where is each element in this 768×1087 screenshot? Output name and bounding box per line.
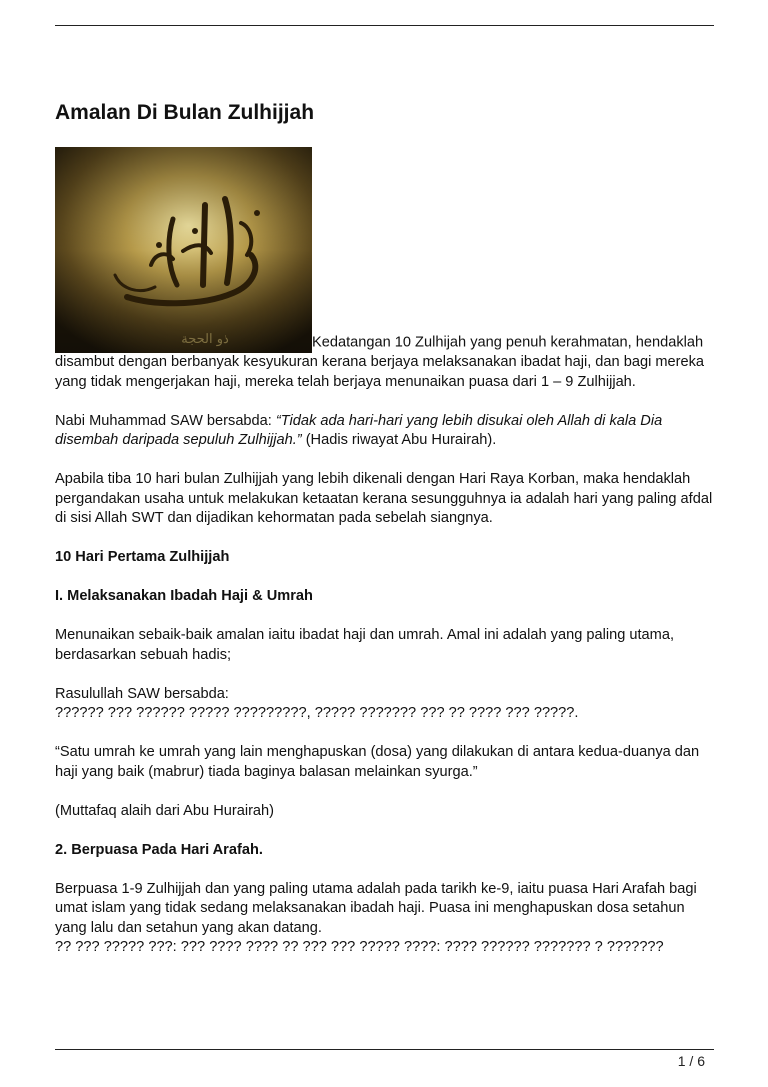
muttafaq-line: (Muttafaq alaih dari Abu Hurairah) <box>55 802 275 819</box>
berpuasa-block <box>55 880 720 958</box>
menunaikan-paragraph: Menunaikan sebaik-baik amalan iaitu ibadat haji dan umrah. Amal ini adalah yang paling utama, berdasarkan sebuah hadis; <box>55 627 675 663</box>
rasulullah-block <box>55 685 720 724</box>
header-rule <box>55 25 714 26</box>
intro-paragraph <box>55 147 720 392</box>
hadith-prefix: Nabi Muhammad SAW bersabda: <box>55 412 276 429</box>
footer-rule <box>55 1049 714 1050</box>
rasulullah-line: Rasulullah SAW bersabda: <box>55 685 229 702</box>
page-title: Amalan Di Bulan Zulhijjah <box>55 101 315 124</box>
intro-lead-text: Kedatangan 10 Zulhijah yang penuh kerahmatan, <box>312 334 632 351</box>
hadith-source: (Hadis riwayat Abu Hurairah). <box>301 432 497 448</box>
berpuasa-paragraph: Berpuasa 1-9 Zulhijjah dan yang paling utama adalah pada tarikh ke-9, iaitu puasa Hari Arafah bagi umat islam yang tidak sedang melaksanakan ibadah haji. Puasa ini menghapuskan dosa setahun yang lalu dan setahun yang akan datang. <box>55 880 697 936</box>
calligraphy-text: ذو الحجة <box>181 332 229 347</box>
hadith-quote: “Tidak ada hari-hari yang lebih disukai oleh Allah di kala Dia disembah daripada sepuluh Zulhijjah.” <box>55 412 663 448</box>
arabic-placeholder-line-2: ?? ??? ????? ???: ??? ???? ???? ?? ??? ??? ????? ????: ???? ?????? ??????? ? ??????? <box>55 939 664 955</box>
section-heading-haji-umrah: I. Melaksanakan Ibadah Haji & Umrah <box>55 588 313 604</box>
arabic-placeholder-line-1: ?????? ??? ?????? ????? ?????????, ????? ??????? ??? ?? ???? ??? ?????. <box>55 705 579 721</box>
apabila-paragraph: Apabila tiba 10 hari bulan Zulhijjah yang lebih dikenali dengan Hari Raya Korban, maka hendaklah pergandakan usaha untuk melakukan ketaatan kerana sesungguhnya ia adalah hari yang paling afdal di sisi Allah SWT dan dijadikan kehormatan pada sebelah siangnya. <box>55 471 713 526</box>
document-body <box>55 147 720 977</box>
hadith-paragraph <box>55 412 720 451</box>
intro-rest-text: hendaklah disambut dengan berbanyak kesyukuran kerana berjaya melaksanakan ibadat haji, dan bagi mereka yang tidak mengerjakan haji, mereka telah berjaya menunaikan puasa dari 1 – 9 Zulhijjah. <box>55 334 705 390</box>
umrah-quote-paragraph: “Satu umrah ke umrah yang lain menghapuskan (dosa) yang dilakukan di antara kedua-duanya dan haji yang baik (mabrur) tiada baginya balasan melainkan syurga.” <box>55 744 700 780</box>
zulhijjah-calligraphy-image <box>55 147 312 353</box>
page-number: 1 / 6 <box>677 1053 705 1069</box>
section-heading-10-hari: 10 Hari Pertama Zulhijjah <box>55 549 230 565</box>
section-heading-arafah: 2. Berpuasa Pada Hari Arafah. <box>55 841 263 858</box>
